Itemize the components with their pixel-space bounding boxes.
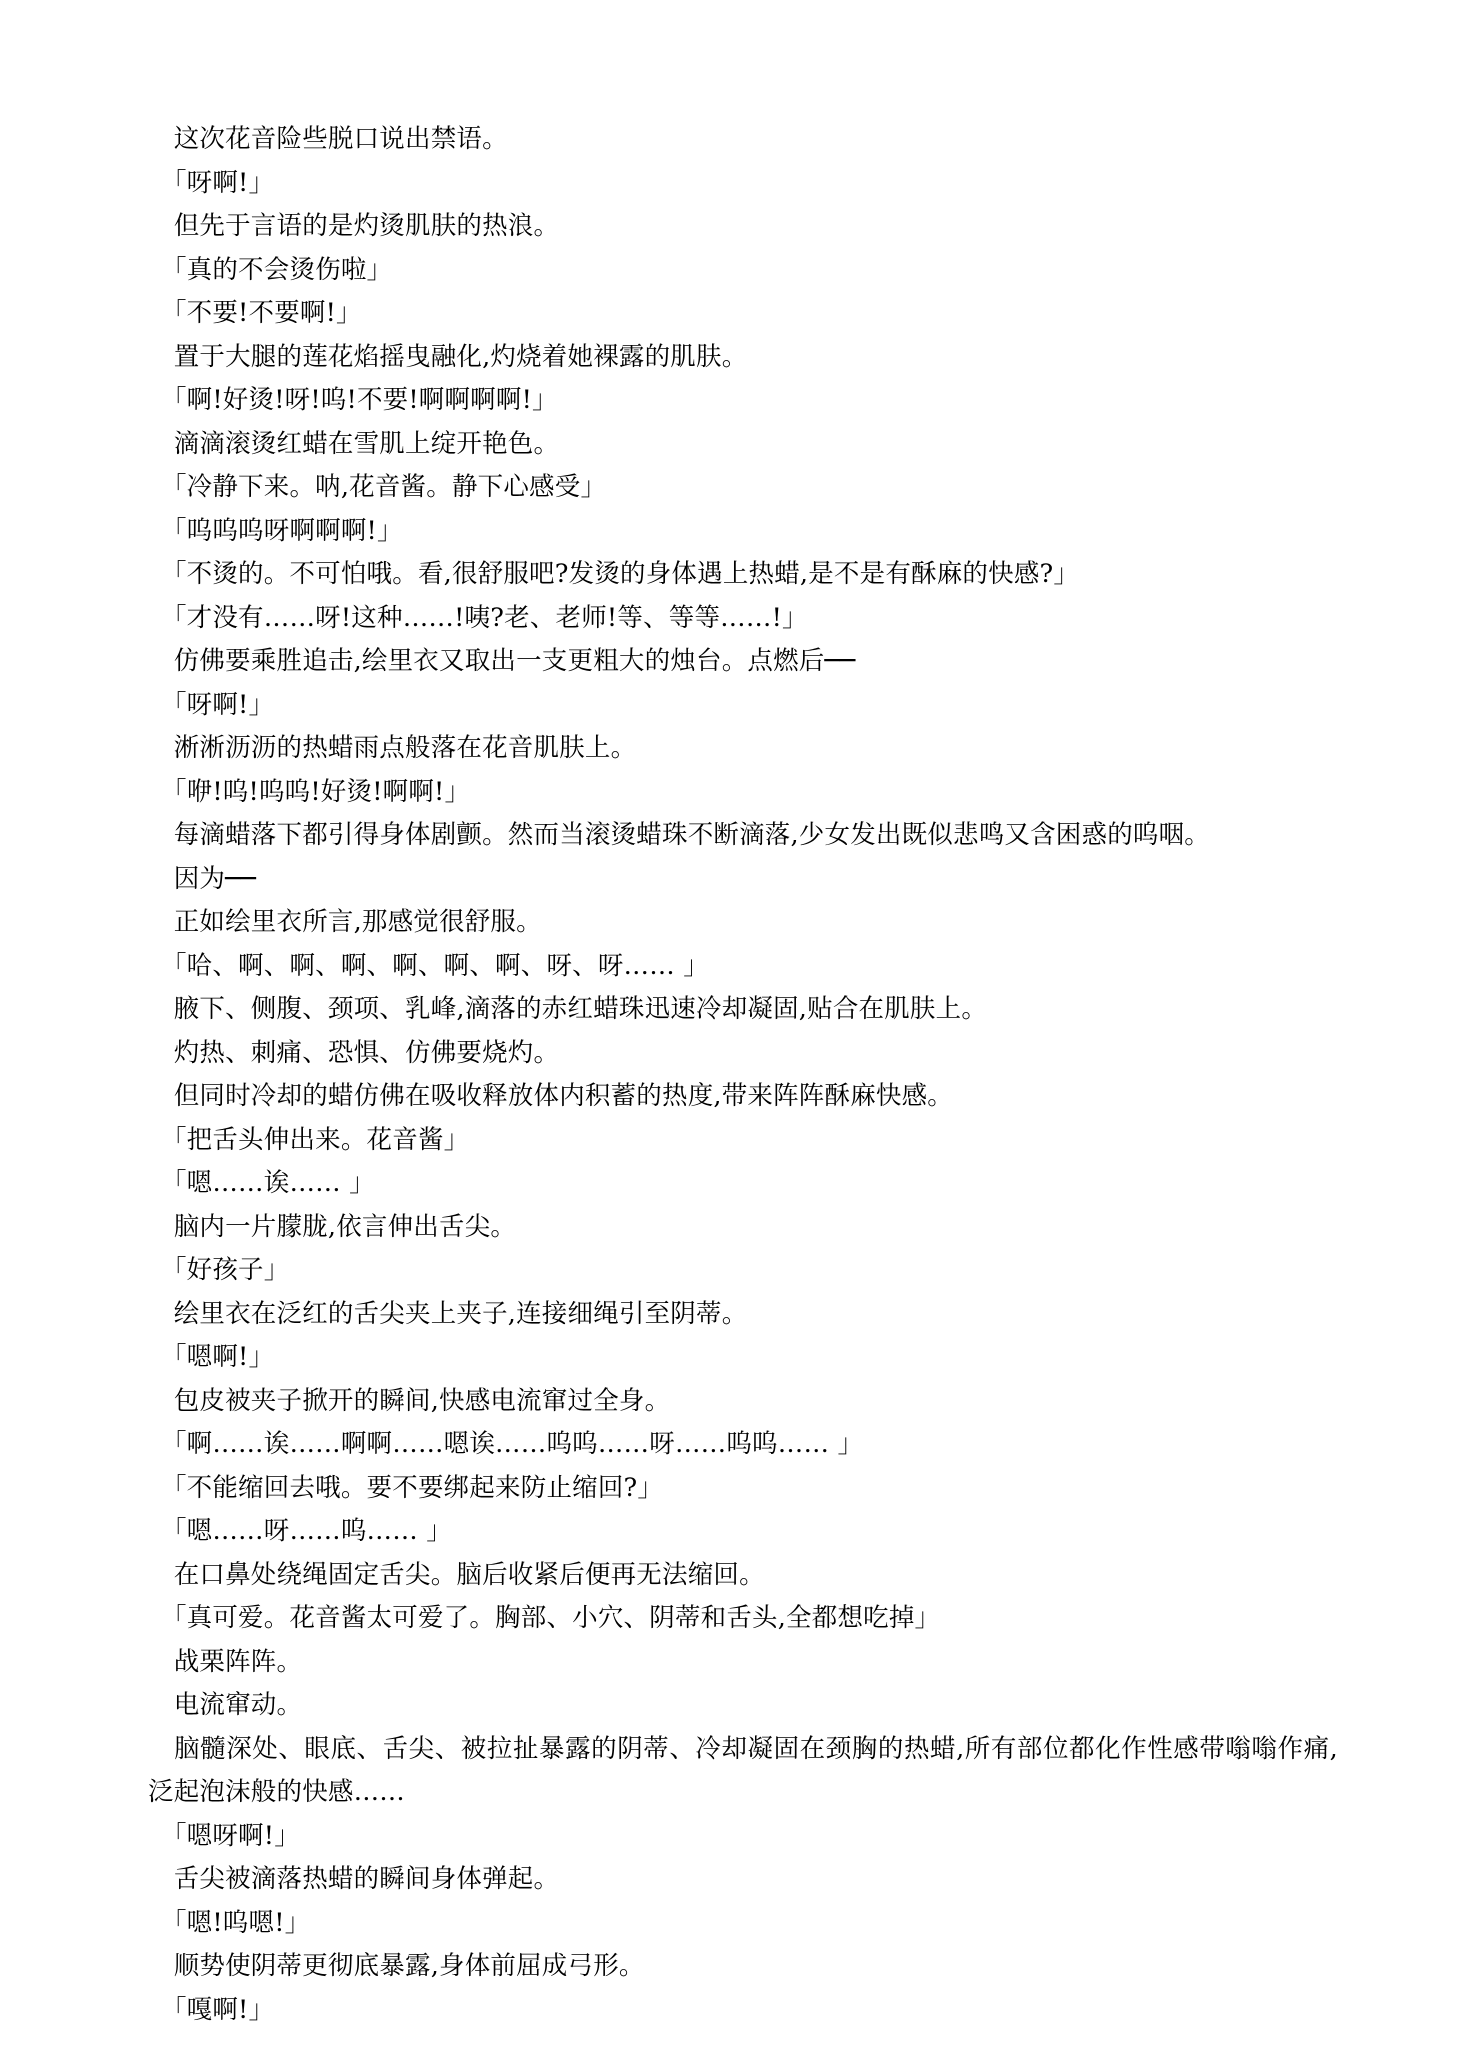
- paragraph: 因为──: [148, 863, 257, 894]
- paragraph: 每滴蜡落下都引得身体剧颤。然而当滚烫蜡珠不断滴落,少女发出既似悲鸣又含困惑的呜咽。: [148, 820, 1211, 850]
- paragraph: 但先于言语的是灼烫肌肤的热浪。: [148, 211, 560, 241]
- paragraph: 「不能缩回去哦。要不要绑起来防止缩回?」: [148, 1472, 664, 1503]
- paragraph: 「把舌头伸出来。花音酱」: [148, 1124, 470, 1155]
- paragraph: 腋下、侧腹、颈项、乳峰,滴落的赤红蜡珠迅速冷却凝固,贴合在肌肤上。: [148, 994, 988, 1024]
- paragraph: 「嘎啊!」: [148, 1994, 275, 2025]
- paragraph: 灼热、刺痛、恐惧、仿佛要烧灼。: [148, 1037, 560, 1068]
- paragraph: 顺势使阴蒂更彻底暴露,身体前屈成弓形。: [148, 1951, 645, 1981]
- paragraph: 绘里衣在泛红的舌尖夹上夹子,连接细绳引至阴蒂。: [148, 1298, 748, 1329]
- paragraph: 正如绘里衣所言,那感觉很舒服。: [148, 907, 542, 937]
- paragraph: 「不烫的。不可怕哦。看,很舒服吧?发烫的身体遇上热蜡,是不是有酥麻的快感?」: [148, 559, 1080, 589]
- paragraph: 包皮被夹子掀开的瞬间,快感电流窜过全身。: [148, 1385, 671, 1416]
- paragraph: 这次花音险些脱口说出禁语。: [148, 124, 508, 154]
- paragraph: 「咿!呜!呜呜!好烫!啊啊!」: [148, 776, 471, 807]
- paragraph: 「才没有……呀!这种……!咦?老、老师!等、等等……!」: [148, 602, 808, 633]
- paragraph: 「真可爱。花音酱太可爱了。胸部、小穴、阴蒂和舌头,全都想吃掉」: [148, 1603, 941, 1633]
- paragraph: 战栗阵阵。: [148, 1646, 303, 1677]
- paragraph: 「嗯!呜嗯!」: [148, 1907, 311, 1938]
- paragraph: 「好孩子」: [148, 1255, 290, 1285]
- paragraph: 置于大腿的莲花焰摇曳融化,灼烧着她裸露的肌肤。: [148, 341, 748, 372]
- paragraph: 淅淅沥沥的热蜡雨点般落在花音肌肤上。: [148, 733, 637, 763]
- paragraph: 「真的不会烫伤啦」: [148, 254, 393, 285]
- paragraph: 「嗯呀啊!」: [148, 1820, 300, 1851]
- paragraph: 舌尖被滴落热蜡的瞬间身体弹起。: [148, 1864, 560, 1894]
- paragraph: 「嗯……呀……呜…… 」: [148, 1516, 452, 1546]
- body-text: [148, 118, 1338, 2032]
- paragraph: 「冷静下来。呐,花音酱。静下心感受」: [148, 472, 607, 502]
- paragraph: 「呀啊!」: [148, 689, 275, 720]
- paragraph: 脑内一片朦胧,依言伸出舌尖。: [148, 1211, 517, 1242]
- paragraph: 「哈、啊、啊、啊、啊、啊、啊、呀、呀…… 」: [148, 950, 709, 981]
- paragraph: 滴滴滚烫红蜡在雪肌上绽开艳色。: [148, 428, 560, 459]
- paragraph: 「不要!不要啊!」: [148, 298, 362, 328]
- paragraph: 「呀啊!」: [148, 167, 275, 198]
- paragraph: 「啊……诶……啊啊……嗯诶……呜呜……呀……呜呜…… 」: [148, 1429, 864, 1459]
- paragraph: 仿佛要乘胜追击,绘里衣又取出一支更粗大的烛台。点燃后──: [148, 646, 856, 676]
- paragraph: 「呜呜呜呀啊啊啊!」: [148, 515, 403, 546]
- paragraph: 脑髓深处、眼底、舌尖、被拉扯暴露的阴蒂、冷却凝固在颈胸的热蜡,所有部位都化作性感带嗡嗡作痛,泛起泡沫般的快感……: [148, 1733, 1338, 1807]
- paragraph: 但同时冷却的蜡仿佛在吸收释放体内积蓄的热度,带来阵阵酥麻快感。: [148, 1081, 954, 1111]
- paragraph: 「嗯啊!」: [148, 1342, 275, 1372]
- paragraph: 「嗯……诶…… 」: [148, 1168, 375, 1198]
- paragraph: 「啊!好烫!呀!呜!不要!啊啊啊啊!」: [148, 385, 558, 415]
- paragraph: 在口鼻处绕绳固定舌尖。脑后收紧后便再无法缩回。: [148, 1559, 765, 1590]
- paragraph: 电流窜动。: [148, 1690, 303, 1720]
